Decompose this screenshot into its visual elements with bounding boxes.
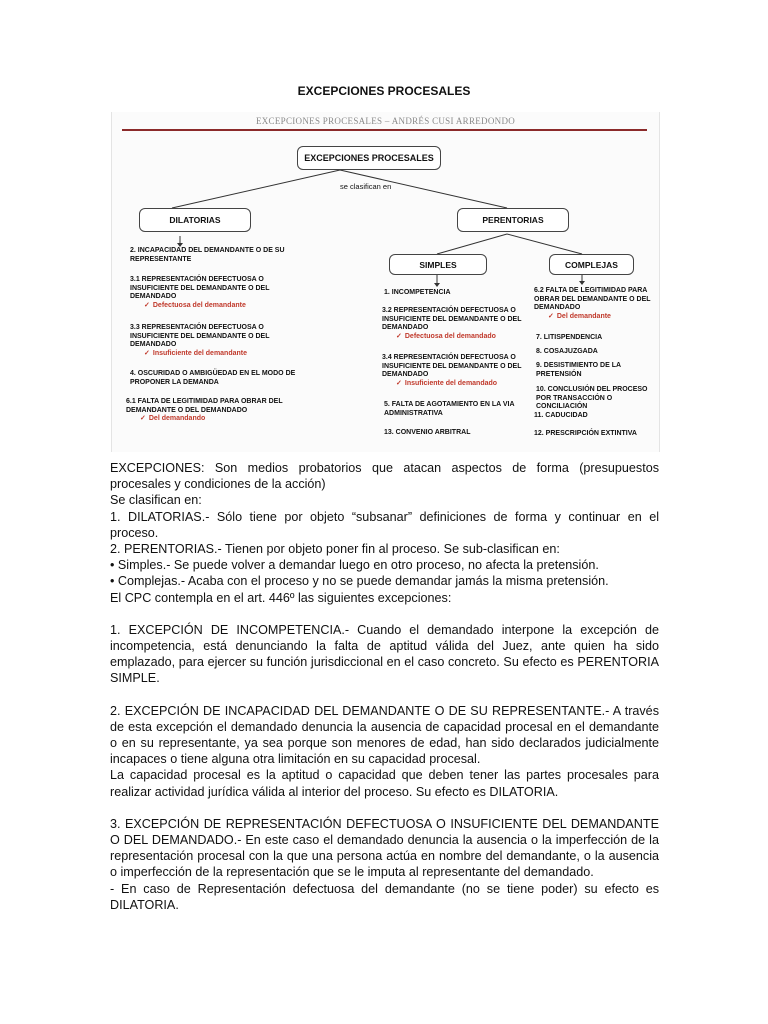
dilatorias-item: 6.1 FALTA DE LEGITIMIDAD PARA OBRAR DEL DEMANDANTE O DEL DEMANDADO ✓ Del demandando [126, 398, 283, 423]
check-icon: ✓ [144, 349, 150, 357]
paragraph: • Simples.- Se puede volver a demandar luego en otro proceso, no afecta la pretensión. [110, 558, 599, 573]
simples-node: SIMPLES [389, 254, 487, 275]
paragraph: 3. EXCEPCIÓN DE REPRESENTACIÓN DEFECTUOSA O INSUFICIENTE DEL DEMANDANTE O DEL DEMANDADO.- En este caso el demandado denuncia la ausencia o la imperfección de la representación procesal con la que una persona actúa en nombre del demandante, o la ausencia o imperfección de la representación que se le imputa al representante del demandado. [110, 816, 659, 880]
perentorias-to-simples-line [437, 234, 507, 254]
simples-item: 1. INCOMPETENCIA [384, 289, 451, 296]
complejas-item: 9. DESISTIMIENTO DE LA PRETENSIÓN [536, 362, 621, 378]
body-text [110, 460, 659, 913]
complejas-item: 8. COSAJUZGADA [536, 348, 598, 355]
diagram-header: EXCEPCIONES PROCESALES – ANDRÉS CUSI ARREDONDO [255, 116, 516, 126]
root-to-dilatorias-line [172, 170, 340, 208]
dilatorias-item: 3.1 REPRESENTACIÓN DEFECTUOSA O INSUFICIENTE DEL DEMANDANTE O DEL DEMANDADO ✓ Defectuosa del demandante [130, 276, 270, 309]
check-icon: ✓ [396, 379, 402, 387]
complejas-item: 7. LITISPENDENCIA [536, 334, 603, 341]
paragraph: 1. DILATORIAS.- Sólo tiene por objeto “subsanar” definiciones de forma y continuar en el proceso. [110, 509, 659, 540]
paragraph: Se clasifican en: [110, 493, 202, 508]
simples-item: 5. FALTA DE AGOTAMIENTO EN LA VIA ADMINISTRATIVA [384, 401, 515, 417]
connector-label: se clasifican en [340, 182, 392, 191]
complejas-item: 12. PRESCRIPCIÓN EXTINTIVA [534, 430, 637, 437]
paragraph: - En caso de Representación defectuosa del demandante (no se tiene poder) su efecto es DILATORIA. [110, 881, 659, 912]
complejas-item: 10. CONCLUSIÓN DEL PROCESO POR TRANSACCIÓN O CONCILIACIÓN [536, 386, 648, 411]
classification-diagram [111, 112, 660, 452]
complejas-item: 11. CADUCIDAD [534, 412, 588, 419]
perentorias-to-complejas-line [507, 234, 582, 254]
perentorias-node: PERENTORIAS [457, 208, 569, 232]
paragraph: 2. EXCEPCIÓN DE INCAPACIDAD DEL DEMANDANTE O DE SU REPRESENTANTE.- A través de esta excepción el demandado denuncia la ausencia de capacidad procesal en el demandante o en su representante, ya sea porque son menores de edad, han sido declarados judicialmente incapaces o tiene alguna otra limitación en su capacidad procesal. [110, 703, 659, 767]
dilatorias-item: 2. INCAPACIDAD DEL DEMANDANTE O DE SU REPRESENTANTE [130, 247, 285, 263]
paragraph: • Complejas.- Acaba con el proceso y no se puede demandar jamás la misma pretensión. [110, 574, 609, 589]
dilatorias-node: DILATORIAS [139, 208, 251, 232]
paragraph: EXCEPCIONES: Son medios probatorios que atacan aspectos de forma (presupuestos procesales y condiciones de la acción) [110, 461, 659, 492]
simples-item: 3.4 REPRESENTACIÓN DEFECTUOSA O INSUFICIENTE DEL DEMANDANTE O DEL DEMANDADO ✓ Insuficiente del demandado [382, 354, 522, 387]
dilatorias-item: 3.3 REPRESENTACIÓN DEFECTUOSA O INSUFICIENTE DEL DEMANDANTE O DEL DEMANDADO ✓ Insuficiente del demandante [130, 324, 270, 357]
paragraph: 1. EXCEPCIÓN DE INCOMPETENCIA.- Cuando el demandado interpone la excepción de incompetencia, está denunciando la falta de aptitud válida del Juez, ante quien ha sido emplazado, para ejercer su función jurisdiccional en el caso concreto. Su efecto es PERENTORIA SIMPLE. [110, 622, 659, 686]
check-icon: ✓ [144, 301, 150, 309]
simples-item: 3.2 REPRESENTACIÓN DEFECTUOSA O INSUFICIENTE DEL DEMANDANTE O DEL DEMANDADO ✓ Defectuosa del demandado [382, 307, 522, 340]
complejas-node: COMPLEJAS [549, 254, 634, 275]
page-title: EXCEPCIONES PROCESALES [297, 84, 471, 98]
complejas-item: 6.2 FALTA DE LEGITIMIDAD PARA OBRAR DEL DEMANDANTE O DEL DEMANDADO ✓ Del demandante [534, 287, 651, 320]
root-node: EXCEPCIONES PROCESALES [297, 146, 441, 170]
simples-item: 13. CONVENIO ARBITRAL [384, 429, 471, 436]
check-icon: ✓ [548, 312, 554, 320]
dilatorias-item: 4. OSCURIDAD O AMBIGÜEDAD EN EL MODO DE PROPONER LA DEMANDA [130, 370, 296, 386]
check-icon: ✓ [140, 415, 146, 423]
check-icon: ✓ [396, 332, 402, 340]
paragraph: El CPC contempla en el art. 446º las siguientes excepciones: [110, 590, 452, 605]
paragraph: La capacidad procesal es la aptitud o capacidad que deben tener las partes procesales para realizar actividad jurídica válida al interior del proceso. Su efecto es DILATORIA. [110, 768, 659, 799]
paragraph: 2. PERENTORIAS.- Tienen por objeto poner fin al proceso. Se sub-clasifican en: [110, 542, 560, 557]
